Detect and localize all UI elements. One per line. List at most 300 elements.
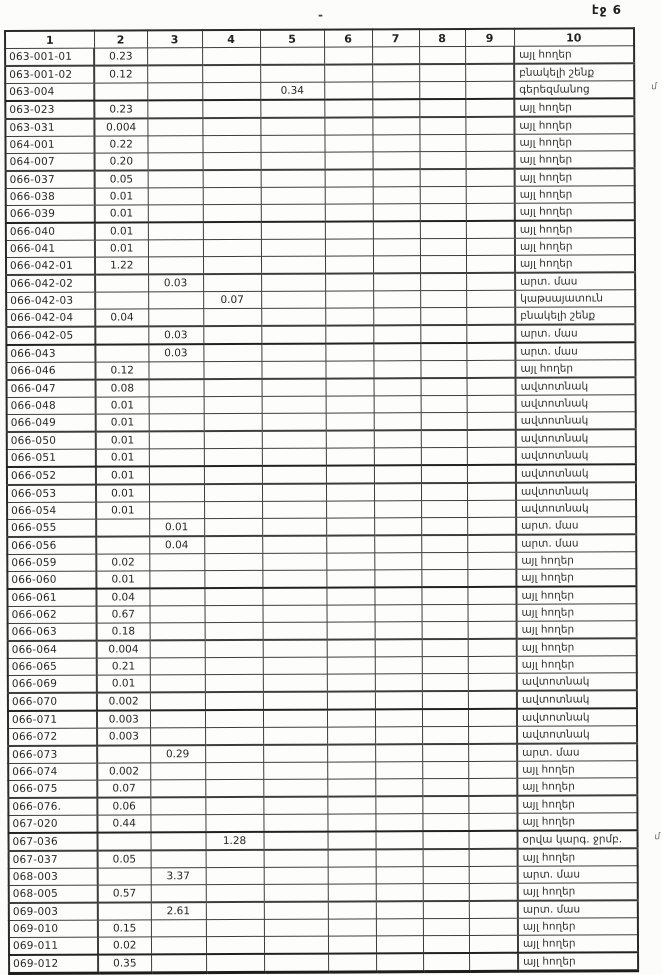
value-cell-col-5: [263, 657, 327, 674]
land-use-label-cell: այլ հողեր: [515, 360, 635, 378]
value-cell-col-9: [468, 778, 517, 796]
value-cell-col-4: [204, 379, 262, 397]
value-cell-col-4: [202, 135, 260, 152]
value-cell-col-2: [94, 83, 147, 101]
value-cell-col-8: [421, 378, 467, 396]
value-cell-col-8: [422, 744, 468, 762]
page-number-label: էջ 6: [591, 3, 622, 17]
value-cell-col-2: 0.01: [96, 571, 149, 589]
value-cell-col-3: [148, 205, 203, 223]
value-cell-col-8: [419, 134, 465, 151]
land-use-label-cell: արտ. մաս: [518, 900, 638, 918]
value-cell-col-6: [327, 814, 375, 832]
value-cell-col-2: [98, 832, 151, 850]
value-cell-col-6: [325, 239, 373, 256]
value-cell-col-8: [420, 255, 466, 273]
value-cell-col-4: [204, 413, 262, 431]
value-cell-col-9: [465, 81, 514, 99]
value-cell-col-4: [204, 396, 262, 413]
value-cell-col-4: [205, 692, 263, 710]
parcel-code-cell: 066-074: [8, 763, 97, 780]
parcel-code-cell: 063-023: [5, 101, 94, 119]
value-cell-col-2: 0.04: [96, 588, 149, 606]
value-cell-col-3: [150, 606, 205, 623]
value-cell-col-5: [263, 692, 327, 710]
land-parcel-table: [4, 27, 662, 975]
land-use-label-cell: այլ հողեր: [515, 255, 635, 273]
value-cell-col-6: [327, 622, 375, 640]
land-use-label-cell: այլ հողեր: [516, 552, 636, 570]
value-cell-col-5: [261, 361, 325, 379]
value-cell-col-4: [203, 239, 261, 256]
land-use-label-cell: այլ հողեր: [516, 569, 636, 587]
value-cell-col-4: [205, 814, 263, 832]
value-cell-col-5: [264, 867, 328, 884]
value-cell-col-5: [263, 797, 327, 815]
value-cell-col-8: [420, 203, 466, 221]
value-cell-col-4: [204, 466, 262, 484]
value-cell-col-6: [327, 639, 375, 657]
value-cell-col-5: [264, 832, 328, 850]
value-cell-col-2: 0.01: [96, 431, 149, 449]
value-cell-col-7: [373, 273, 420, 291]
value-cell-col-3: [150, 780, 205, 798]
value-cell-col-7: [374, 430, 421, 448]
parcel-code-cell: 066-047: [7, 380, 96, 398]
value-cell-col-4: [202, 118, 260, 136]
value-cell-col-7: [375, 814, 422, 832]
parcel-code-cell: 069-003: [9, 903, 98, 921]
value-cell-col-2: 0.01: [96, 502, 149, 519]
value-cell-col-8: [423, 935, 469, 953]
value-cell-col-6: [325, 169, 373, 187]
land-use-label-cell: գերեզմանոց մ: [514, 81, 634, 99]
value-cell-col-8: [420, 238, 466, 255]
value-cell-col-2: [95, 274, 148, 292]
parcel-code-cell: 066-063: [8, 623, 97, 641]
parcel-code-cell: 066-065: [8, 658, 97, 675]
value-cell-col-5: [264, 954, 328, 973]
value-cell-col-4: [205, 674, 263, 692]
value-cell-col-2: [95, 292, 148, 309]
value-cell-col-7: [375, 727, 422, 745]
value-cell-col-4: [206, 919, 264, 936]
value-cell-col-5: [262, 448, 326, 466]
value-cell-col-2: 0.01: [95, 240, 148, 257]
value-cell-col-8: [422, 831, 468, 849]
value-cell-col-3: [147, 136, 202, 153]
value-cell-col-3: [151, 885, 206, 903]
column-header-6: 6: [324, 29, 372, 47]
value-cell-col-5: [263, 745, 327, 763]
value-cell-col-3: [148, 170, 203, 188]
value-cell-col-5: [260, 47, 324, 65]
value-cell-col-7: [374, 483, 421, 501]
value-cell-col-5: [263, 605, 327, 622]
land-use-label-cell: այլ հողեր: [515, 168, 635, 186]
land-use-label-cell: ավտոտնակ: [516, 500, 636, 518]
value-cell-col-2: 0.12: [95, 362, 148, 380]
value-cell-col-4: [205, 710, 263, 728]
parcel-code-cell: 066-049: [7, 414, 96, 432]
value-cell-col-8: [419, 46, 465, 64]
value-cell-col-4: [202, 65, 260, 83]
value-cell-col-7: [373, 291, 420, 308]
value-cell-col-7: [373, 325, 420, 343]
value-cell-col-2: 0.44: [97, 815, 150, 833]
value-cell-col-3: 0.03: [148, 344, 203, 362]
value-cell-col-9: [465, 134, 514, 151]
value-cell-col-5: [263, 762, 327, 779]
value-cell-col-8: [423, 883, 469, 901]
value-cell-col-2: [98, 868, 151, 885]
parcel-code-cell: 063-001-02: [5, 66, 94, 84]
value-cell-col-4: [204, 553, 262, 570]
value-cell-col-8: [420, 325, 466, 343]
value-cell-col-3: [147, 65, 202, 83]
value-cell-col-6: [324, 117, 372, 135]
value-cell-col-3: 0.03: [148, 274, 203, 292]
value-cell-col-8: [421, 447, 467, 465]
top-dash-mark: -: [318, 8, 323, 22]
value-cell-col-8: [421, 430, 467, 448]
value-cell-col-3: [150, 640, 205, 658]
parcel-code-cell: 066-075: [8, 780, 97, 798]
value-cell-col-2: [96, 519, 149, 537]
parcel-code-cell: 066-043: [6, 345, 95, 363]
value-cell-col-2: 0.04: [95, 309, 148, 327]
parcel-code-cell: 066-064: [8, 641, 97, 659]
value-cell-col-8: [420, 151, 466, 169]
value-cell-col-8: [419, 81, 465, 99]
value-cell-col-2: 0.12: [94, 65, 147, 83]
value-cell-col-6: [328, 901, 376, 919]
land-use-label-cell: այլ հողեր: [518, 848, 638, 866]
value-cell-col-9: [466, 238, 515, 255]
value-cell-col-2: 1.22: [95, 257, 148, 275]
land-use-label-cell: արտ. մաս: [516, 534, 636, 552]
value-cell-col-5: [262, 501, 326, 518]
value-cell-col-8: [419, 117, 465, 135]
parcel-code-cell: 063-004: [5, 83, 94, 101]
value-cell-col-4: [206, 902, 264, 920]
parcel-code-cell: 069-010: [9, 920, 98, 937]
value-cell-col-4: [205, 622, 263, 640]
value-cell-col-3: [150, 710, 205, 728]
land-use-label-cell: այլ հողեր: [517, 795, 637, 813]
value-cell-col-5: [264, 936, 328, 954]
value-cell-col-2: 0.02: [98, 937, 151, 955]
value-cell-col-7: [374, 413, 421, 431]
value-cell-col-3: [148, 240, 203, 257]
value-cell-col-2: [98, 902, 151, 920]
value-cell-col-3: [150, 675, 205, 693]
parcel-code-cell: 067-036: [9, 833, 98, 851]
land-use-label-cell: ավտոտնակ: [516, 395, 636, 413]
value-cell-col-5: [264, 902, 328, 920]
parcel-code-cell: 066-055: [7, 519, 96, 537]
value-cell-col-9: [466, 273, 515, 291]
value-cell-col-6: [328, 831, 376, 849]
value-cell-col-7: [374, 570, 421, 588]
parcel-code-cell: 066-051: [7, 449, 96, 467]
value-cell-col-9: [467, 587, 516, 605]
value-cell-col-7: [376, 849, 423, 867]
table-row: [9, 952, 638, 973]
value-cell-col-4: [206, 936, 264, 954]
value-cell-col-4: [205, 605, 263, 622]
parcel-code-cell: 066-042-03: [6, 292, 95, 309]
value-cell-col-3: [149, 502, 204, 519]
land-use-label-cell: ավտոտնակ: [517, 726, 637, 744]
value-cell-col-5: [261, 274, 325, 292]
value-cell-col-8: [423, 918, 469, 935]
column-header-9: 9: [465, 29, 514, 47]
value-cell-col-7: [374, 448, 421, 466]
parcel-code-cell: 063-031: [5, 119, 94, 137]
value-cell-col-8: [422, 761, 468, 778]
value-cell-col-9: [467, 378, 516, 396]
value-cell-col-2: 0.01: [96, 414, 149, 432]
value-cell-col-2: 0.01: [96, 449, 149, 467]
value-cell-col-7: [374, 553, 421, 570]
value-cell-col-3: 0.03: [148, 326, 203, 344]
value-cell-col-5: [261, 204, 325, 222]
parcel-code-cell: 066-060: [7, 571, 96, 589]
parcel-code-cell: 066-042-01: [6, 257, 95, 275]
value-cell-col-8: [422, 639, 468, 657]
parcel-code-cell: 066-070: [8, 693, 97, 711]
value-cell-col-9: [468, 813, 517, 831]
value-cell-col-9: [468, 639, 517, 657]
land-use-label-cell: ավտոտնակ: [516, 377, 636, 395]
value-cell-col-3: [150, 692, 205, 710]
value-cell-col-6: [326, 535, 374, 553]
value-cell-col-3: [149, 449, 204, 467]
value-cell-col-5: [262, 588, 326, 606]
column-header-2: 2: [94, 30, 147, 48]
value-cell-col-5: [261, 308, 325, 326]
land-use-label-cell: այլ հողեր: [515, 186, 635, 204]
value-cell-col-4: [205, 762, 263, 779]
value-cell-col-4: 1.28: [206, 832, 264, 850]
value-cell-col-5: [261, 170, 325, 188]
value-cell-col-5: [264, 919, 328, 936]
parcel-code-cell: 069-011: [9, 937, 98, 955]
value-cell-col-2: 0.18: [97, 623, 150, 641]
value-cell-col-7: [373, 169, 420, 187]
value-cell-col-5: [261, 222, 325, 240]
value-cell-col-4: [203, 187, 261, 204]
value-cell-col-7: [376, 953, 423, 972]
value-cell-col-4: [206, 884, 264, 902]
land-use-label-cell: արտ. մաս: [515, 324, 635, 343]
value-cell-col-8: [420, 186, 466, 203]
value-cell-col-5: [262, 431, 326, 449]
value-cell-col-9: [467, 535, 516, 553]
value-cell-col-3: [149, 554, 204, 571]
land-use-label-cell: ավտոտնակ: [517, 673, 637, 691]
value-cell-col-9: [468, 831, 517, 849]
handwritten-margin-mark: մ: [654, 831, 662, 843]
value-cell-col-5: [264, 884, 328, 902]
value-cell-col-7: [374, 465, 421, 483]
value-cell-col-5: [262, 536, 326, 554]
value-cell-col-8: [422, 726, 468, 744]
value-cell-col-4: 0.07: [203, 291, 261, 308]
value-cell-col-7: [373, 308, 420, 326]
value-cell-col-4: [206, 867, 264, 884]
value-cell-col-7: [375, 744, 422, 762]
value-cell-col-7: [375, 709, 422, 727]
value-cell-col-5: [263, 779, 327, 797]
value-cell-col-4: [205, 657, 263, 674]
value-cell-col-3: [147, 118, 202, 136]
parcel-code-cell: 063-001-01: [5, 48, 94, 66]
value-cell-col-6: [328, 884, 376, 902]
value-cell-col-6: [326, 465, 374, 483]
value-cell-col-9: [467, 430, 516, 448]
value-cell-col-3: [149, 379, 204, 397]
value-cell-col-5: [261, 291, 325, 308]
value-cell-col-2: 0.002: [97, 763, 150, 780]
value-cell-col-7: [375, 622, 422, 640]
value-cell-col-9: [467, 447, 516, 465]
value-cell-col-3: [147, 48, 202, 66]
value-cell-col-5: [262, 396, 326, 413]
land-use-label-cell: այլ հողեր: [517, 621, 637, 639]
value-cell-col-7: [375, 639, 422, 657]
value-cell-col-2: 0.01: [96, 484, 149, 502]
value-cell-col-3: [148, 292, 203, 309]
value-cell-col-5: [263, 640, 327, 658]
land-use-label-cell: այլ հողեր: [517, 638, 637, 656]
value-cell-col-2: 0.002: [97, 692, 150, 710]
parcel-code-cell: 066-059: [7, 554, 96, 571]
parcel-code-cell: 067-037: [9, 851, 98, 869]
value-cell-col-8: [420, 307, 466, 325]
value-cell-col-2: [96, 536, 149, 554]
value-cell-col-2: [95, 344, 148, 362]
value-cell-col-4: [203, 204, 261, 222]
value-cell-col-6: [325, 291, 373, 308]
value-cell-col-5: [261, 187, 325, 204]
value-cell-col-9: [466, 325, 515, 343]
value-cell-col-6: [325, 221, 373, 239]
value-cell-col-9: [467, 517, 516, 535]
land-use-label-cell: օրվա կարգ. ջրմբ. մ: [517, 830, 637, 849]
value-cell-col-4: [205, 779, 263, 797]
land-use-label-cell: ավտոտնակ: [516, 447, 636, 465]
value-cell-col-8: [421, 465, 467, 483]
value-cell-col-7: [375, 779, 422, 797]
value-cell-col-8: [421, 483, 467, 501]
value-cell-col-4: [204, 518, 262, 536]
value-cell-col-5: [261, 326, 325, 344]
value-cell-col-7: [372, 64, 419, 82]
value-cell-col-9: [468, 621, 517, 639]
land-use-label-cell: այլ հողեր: [518, 883, 638, 901]
value-cell-col-4: [204, 570, 262, 588]
value-cell-col-9: [469, 849, 518, 867]
value-cell-col-7: [375, 691, 422, 709]
value-cell-col-7: [373, 204, 420, 222]
value-cell-col-3: 0.01: [149, 519, 204, 537]
value-cell-col-6: [326, 553, 374, 570]
parcel-code-cell: 066-050: [7, 432, 96, 450]
value-cell-col-6: [325, 325, 373, 343]
value-cell-col-6: [326, 501, 374, 518]
value-cell-col-6: [328, 849, 376, 867]
value-cell-col-5: [263, 710, 327, 728]
value-cell-col-2: 0.003: [97, 728, 150, 746]
value-cell-col-9: [467, 412, 516, 430]
value-cell-col-4: [202, 47, 260, 65]
value-cell-col-5: [262, 413, 326, 431]
value-cell-col-2: 0.05: [98, 850, 151, 868]
value-cell-col-3: [148, 153, 203, 171]
value-cell-col-7: [376, 831, 423, 849]
value-cell-col-9: [466, 255, 515, 273]
value-cell-col-9: [468, 761, 517, 778]
value-cell-col-4: [204, 484, 262, 502]
value-cell-col-9: [468, 726, 517, 744]
value-cell-col-2: 0.004: [97, 640, 150, 658]
value-cell-col-9: [469, 901, 518, 919]
parcel-code-cell: 064-001: [5, 136, 94, 153]
land-use-label-cell: այլ հողեր: [514, 46, 634, 64]
value-cell-col-7: [375, 674, 422, 692]
value-cell-col-9: [469, 883, 518, 901]
land-use-label-cell: արտ. մաս: [515, 272, 635, 290]
value-cell-col-4: [203, 274, 261, 292]
value-cell-col-8: [420, 343, 466, 361]
parcel-code-cell: 066-046: [6, 362, 95, 380]
value-cell-col-7: [374, 587, 421, 605]
value-cell-col-6: [325, 308, 373, 326]
value-cell-col-8: [423, 849, 469, 867]
value-cell-col-2: 0.01: [96, 397, 149, 414]
value-cell-col-5: [260, 65, 324, 83]
value-cell-col-4: [205, 727, 263, 745]
value-cell-col-6: [324, 135, 372, 152]
value-cell-col-9: [469, 918, 518, 935]
value-cell-col-7: [376, 867, 423, 884]
parcel-code-cell: 066-054: [7, 502, 96, 519]
value-cell-col-3: [149, 397, 204, 414]
value-cell-col-4: [203, 170, 261, 188]
parcel-code-cell: 066-039: [6, 205, 95, 223]
value-cell-col-7: [374, 535, 421, 553]
value-cell-col-5: [262, 518, 326, 536]
value-cell-col-9: [468, 691, 517, 709]
value-cell-col-9: [466, 203, 515, 221]
value-cell-col-9: [466, 186, 515, 203]
value-cell-col-3: [151, 954, 206, 973]
value-cell-col-6: [326, 570, 374, 588]
value-cell-col-3: [150, 815, 205, 833]
value-cell-col-3: [151, 850, 206, 868]
value-cell-col-5: 0.34: [260, 82, 324, 100]
value-cell-col-5: [261, 344, 325, 362]
column-header-4: 4: [202, 30, 260, 48]
value-cell-col-3: [148, 309, 203, 327]
land-use-label-cell: ավտոտնակ: [516, 412, 636, 430]
value-cell-col-3: 2.61: [151, 902, 206, 920]
column-header-1: 1: [5, 31, 94, 49]
value-cell-col-9: [467, 569, 516, 587]
parcel-code-cell: 066-042-05: [6, 327, 95, 345]
